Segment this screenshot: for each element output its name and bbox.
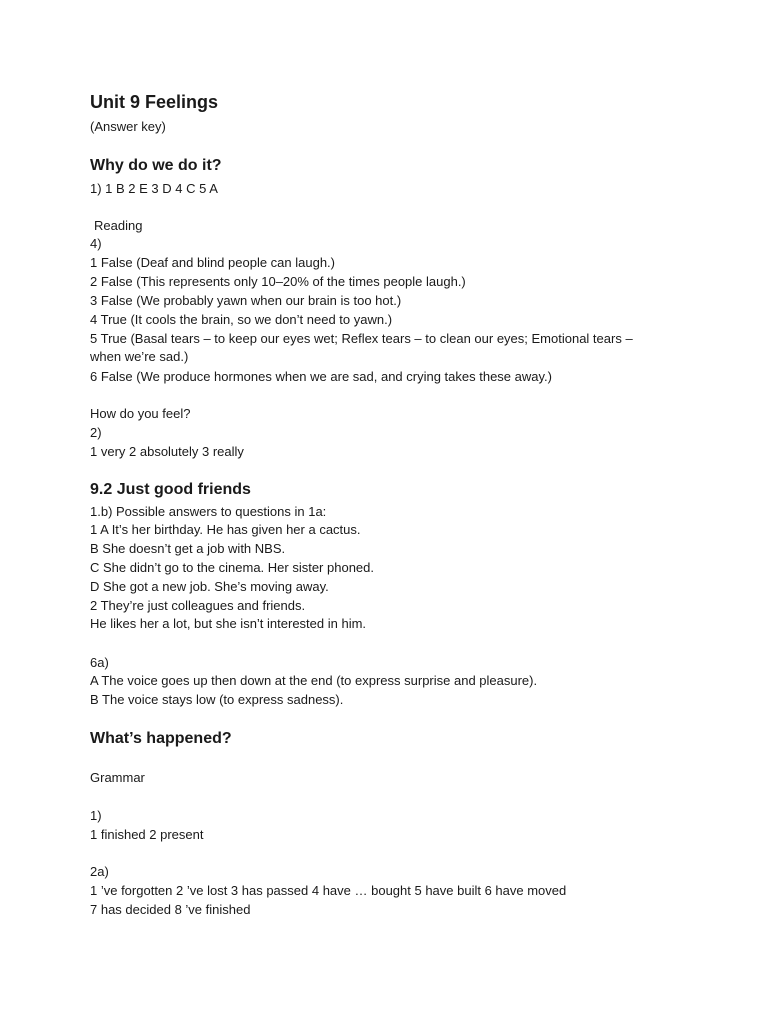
page-title: Unit 9 Feelings: [90, 92, 219, 112]
answer-line: 4 True (It cools the brain, so we don’t need to yawn.): [90, 312, 393, 327]
answer-line: He likes her a lot, but she isn’t interested in him.: [90, 616, 367, 631]
answer-line: when we’re sad.): [90, 349, 189, 364]
answer-line-q2: 1 very 2 absolutely 3 really: [90, 444, 244, 459]
answer-line: 5 True (Basal tears – to keep our eyes wet; Reflex tears – to clean our eyes; Emotional tears –: [90, 331, 633, 346]
answer-line: D She got a new job. She’s moving away.: [90, 579, 329, 594]
answer-line: A The voice goes up then down at the end (to express surprise and pleasure).: [90, 673, 538, 688]
grammar-label: Grammar: [90, 770, 145, 785]
answer-line: 6 False (We produce hormones when we are sad, and crying takes these away.): [90, 369, 552, 384]
section-heading-why-do-we-do-it: Why do we do it?: [90, 157, 222, 174]
answer-line-q1: 1) 1 B 2 E 3 D 4 C 5 A: [90, 181, 218, 196]
reading-label: Reading: [94, 218, 143, 233]
answer-line: 2 They’re just colleagues and friends.: [90, 598, 306, 613]
answer-line: 1 False (Deaf and blind people can laugh.): [90, 255, 335, 270]
question-label-1: 1): [90, 808, 102, 823]
question-label-2: 2): [90, 425, 102, 440]
answer-line: 2 False (This represents only 10–20% of the times people laugh.): [90, 274, 466, 289]
how-do-you-feel-label: How do you feel?: [90, 406, 191, 421]
page-subtitle: (Answer key): [90, 119, 166, 134]
answer-line: 1.b) Possible answers to questions in 1a:: [90, 504, 327, 519]
answer-line: B She doesn’t get a job with NBS.: [90, 541, 286, 556]
question-label-6a: 6a): [90, 655, 109, 670]
answer-line: B The voice stays low (to express sadness).: [90, 692, 344, 707]
section-heading-whats-happened: What’s happened?: [90, 730, 232, 747]
answer-line: 7 has decided 8 ’ve finished: [90, 902, 251, 917]
section-heading-just-good-friends: 9.2 Just good friends: [90, 481, 251, 498]
question-label-2a: 2a): [90, 864, 109, 879]
answer-line: 1 ’ve forgotten 2 ’ve lost 3 has passed 4 have … bought 5 have built 6 have moved: [90, 883, 567, 898]
answer-line: 1 A It’s her birthday. He has given her a cactus.: [90, 522, 361, 537]
answer-line: C She didn’t go to the cinema. Her sister phoned.: [90, 560, 374, 575]
answer-line: 3 False (We probably yawn when our brain is too hot.): [90, 293, 402, 308]
answer-line-grammar-q1: 1 finished 2 present: [90, 827, 204, 842]
question-label-4: 4): [90, 236, 102, 251]
